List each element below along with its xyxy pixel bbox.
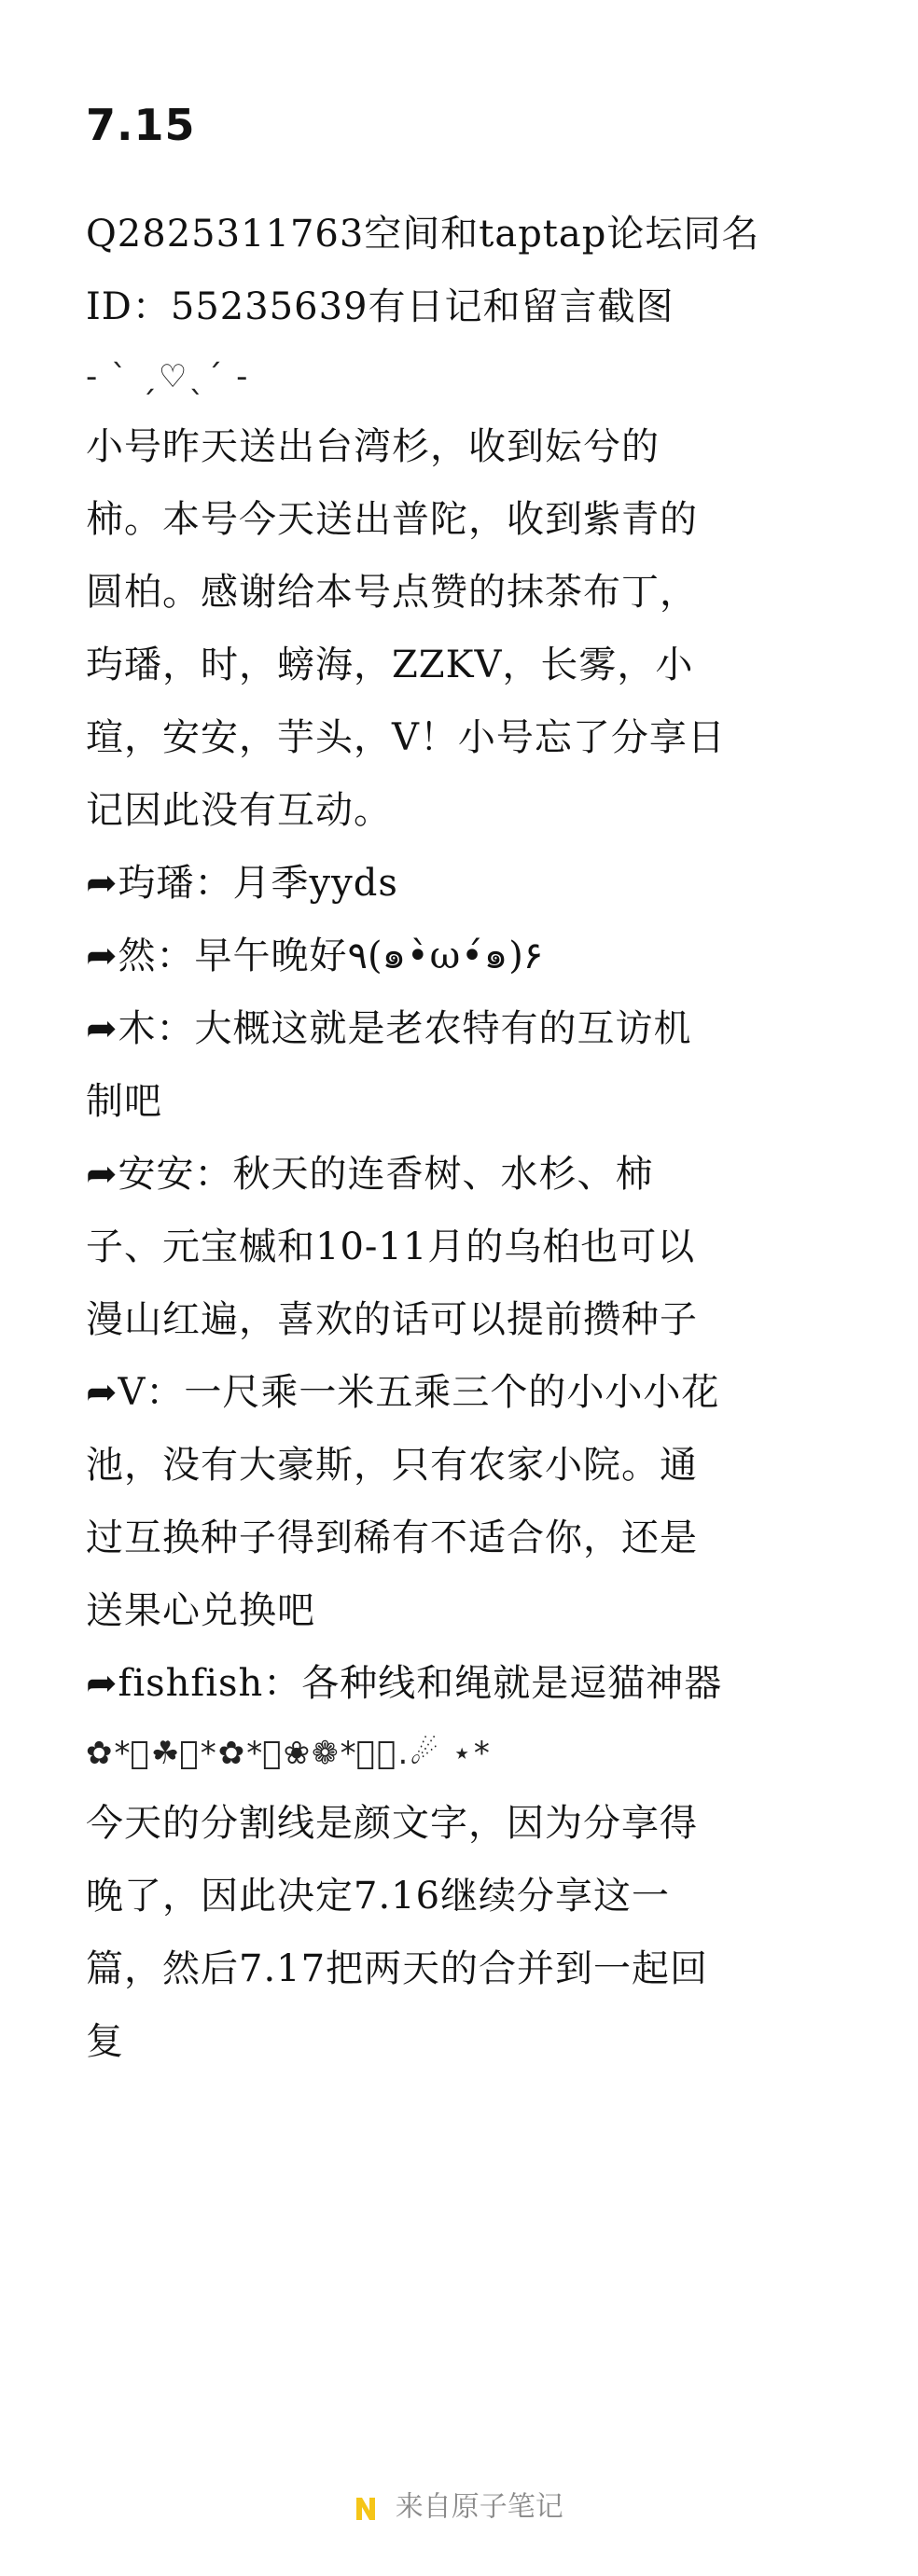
header-line: ID：55235639有日记和留言截图 xyxy=(86,285,675,328)
intro-line: 玙璠，时，螃海，ZZKV，长雾，小 xyxy=(86,644,694,686)
divider-flowers: ✿*ﾟ☘ﾟ*✿*ﾟ❀❁*ﾟ。.☄ ⋆* xyxy=(86,1735,492,1772)
note-title: 7.15 xyxy=(86,100,196,150)
intro-line: 瑄，安安，芋头，V！小号忘了分享日 xyxy=(86,716,726,759)
intro-line: 记因此没有互动。 xyxy=(86,789,392,832)
divider-kaomoji: - ˋ ˏ♡ˎˊ - xyxy=(86,358,250,395)
reply-line: ➦玙璠：月季yyds xyxy=(86,862,398,905)
reply-line: 制吧 xyxy=(86,1080,162,1123)
reply-line: ➦V：一尺乘一米五乘三个的小小小花 xyxy=(86,1371,720,1414)
reply-line: ➦然：早午晚好٩(๑•̀ω•́๑)۶ xyxy=(86,935,544,977)
reply-line: 漫山红遍，喜欢的话可以提前攒种子 xyxy=(86,1298,698,1341)
intro-line: 柿。本号今天送出普陀，收到紫青的 xyxy=(86,498,698,541)
intro-line: 圆柏。感谢给本号点赞的抹茶布丁， xyxy=(86,571,698,614)
reply-line: 过互换种子得到稀有不适合你，还是 xyxy=(86,1517,698,1559)
reply-line: 池，没有大豪斯，只有农家小院。通 xyxy=(86,1444,698,1487)
app-logo-icon xyxy=(355,2494,377,2522)
footer-watermark xyxy=(0,2488,918,2527)
reply-line: ➦fishfish：各种线和绳就是逗猫神器 xyxy=(86,1662,723,1705)
reply-line: 送果心兑换吧 xyxy=(86,1589,315,1632)
closing-line: 篇，然后7.17把两天的合并到一起回 xyxy=(86,1947,709,1990)
reply-line: 子、元宝槭和10-11月的乌桕也可以 xyxy=(86,1226,696,1268)
note-content xyxy=(86,97,851,2078)
closing-line: 今天的分割线是颜文字，因为分享得 xyxy=(86,1802,698,1845)
footer-text: 来自原子笔记 xyxy=(395,2490,563,2524)
closing-line: 晚了，因此决定7.16继续分享这一 xyxy=(86,1875,671,1918)
closing-line: 复 xyxy=(86,2020,124,2063)
header-line: Q2825311763空间和taptap论坛同名 xyxy=(86,213,760,256)
reply-line: ➦木：大概这就是老农特有的互访机 xyxy=(86,1007,692,1050)
reply-line: ➦安安：秋天的连香树、水杉、柿 xyxy=(86,1153,654,1196)
intro-line: 小号昨天送出台湾杉，收到妘兮的 xyxy=(86,425,660,468)
